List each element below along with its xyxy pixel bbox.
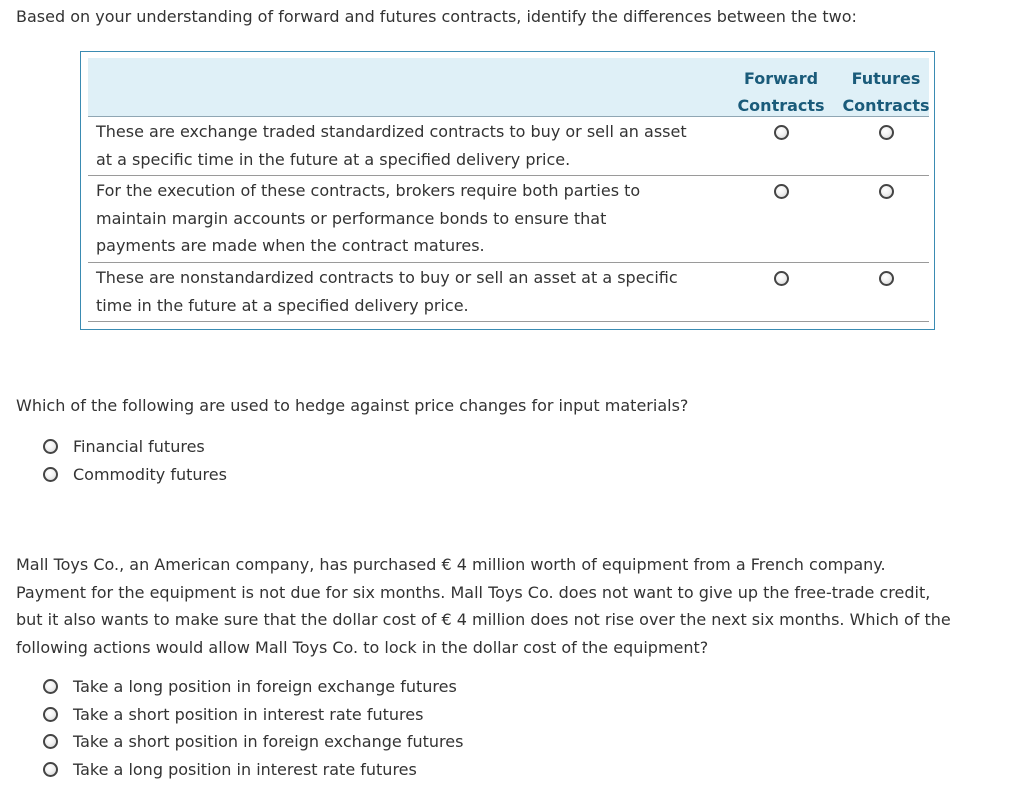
row-statement: These are exchange traded standardized contracts to buy or sell an asset at a specific time in the future at a specified delivery price. [96,122,687,169]
row-statement: For the execution of these contracts, brokers require both parties to maintain margin accounts or performance bonds to ensure that payments are made when the contract matures. [96,181,641,255]
radio-button[interactable] [43,762,58,777]
option-label: Take a long position in foreign exchange futures [73,677,457,696]
radio-futures-row3[interactable] [879,271,894,286]
radio-forward-row3[interactable] [774,271,789,286]
option-label: Commodity futures [73,465,227,484]
question2-prompt: Which of the following are used to hedge against price changes for input materials? [16,396,689,415]
radio-futures-row1[interactable] [879,125,894,140]
radio-button[interactable] [43,439,58,454]
option-label: Take a short position in interest rate futures [73,705,424,724]
question1-prompt: Based on your understanding of forward and futures contracts, identify the differences between the two: [16,7,857,26]
matrix-row [88,176,929,263]
matrix-row [88,263,929,322]
matrix-header [88,58,929,117]
radio-button[interactable] [43,679,58,694]
radio-forward-row2[interactable] [774,184,789,199]
question3-prompt: Mall Toys Co., an American company, has purchased € 4 million worth of equipment from a French company. Payment for the equipment is not due for six months. Mall Toys Co. does not want to give up the free-trade credit, but it also wants to make sure that the dollar cost of € 4 million does not rise over the next six months. Which of the following actions would allow Mall Toys Co. to lock in the dollar cost of the equipment? [16,555,951,657]
radio-button[interactable] [43,467,58,482]
radio-button[interactable] [43,734,58,749]
column-header-forward-contracts: Forward Contracts [737,69,825,115]
column-header-futures-contracts: Futures Contracts [842,69,930,115]
option-label: Take a short position in foreign exchange futures [73,732,464,751]
option-label: Financial futures [73,437,205,456]
comparison-matrix [80,51,935,330]
radio-futures-row2[interactable] [879,184,894,199]
matrix-row [88,117,929,176]
radio-forward-row1[interactable] [774,125,789,140]
row-statement: These are nonstandardized contracts to buy or sell an asset at a specific time in the future at a specified delivery price. [96,268,678,315]
radio-button[interactable] [43,707,58,722]
option-label: Take a long position in interest rate futures [73,760,417,779]
